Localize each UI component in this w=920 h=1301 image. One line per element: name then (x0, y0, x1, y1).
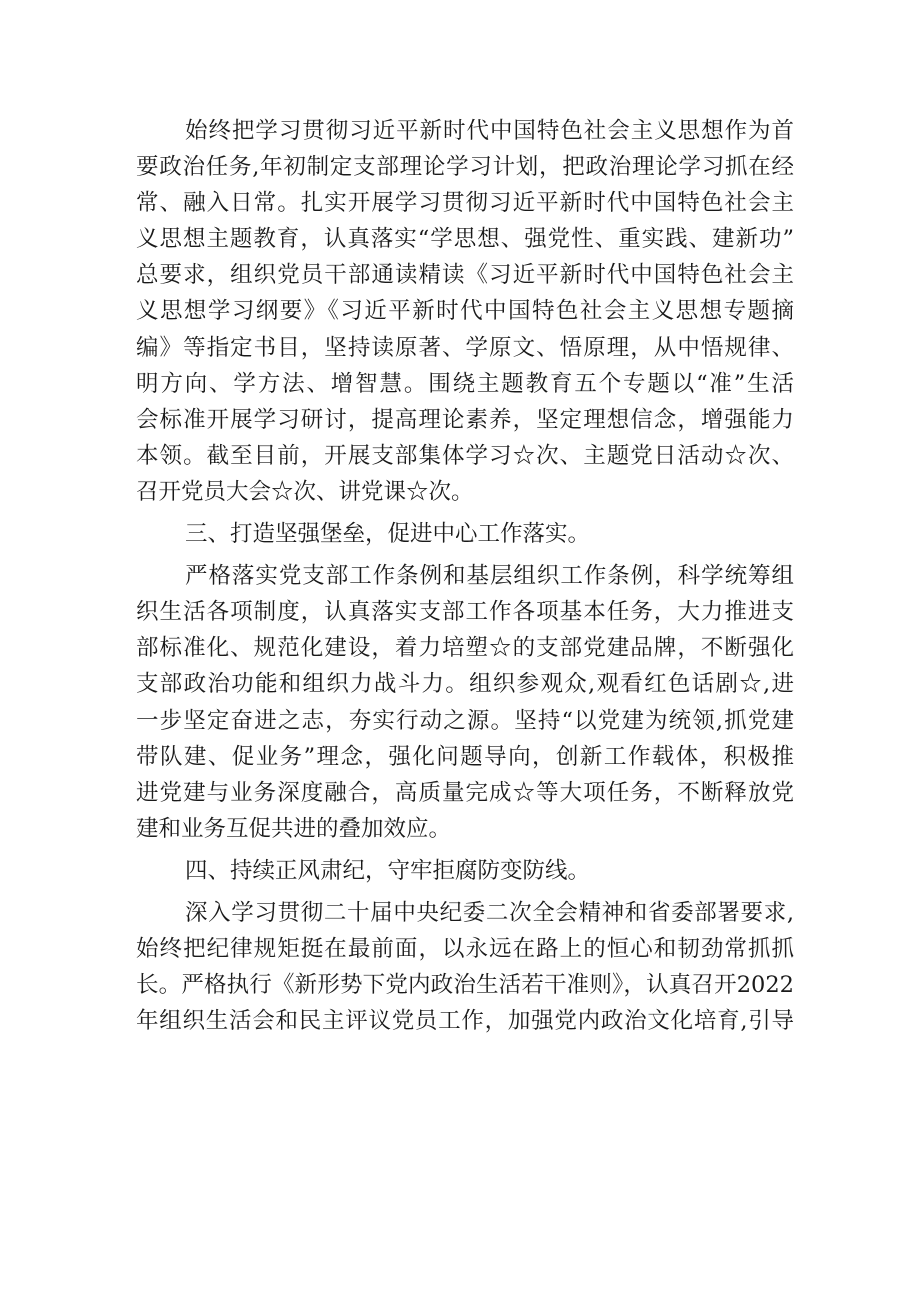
text-line: 织生活各项制度，认真落实支部工作各项基本任务，大力推进支 (136, 599, 794, 626)
paragraph-discipline (136, 895, 794, 1039)
section-heading-4 (136, 853, 794, 889)
text-line: 编》等指定书目，坚持读原著、学原文、悟原理，从中悟规律、 (136, 334, 794, 361)
text-line: 义思想学习纲要》《习近平新时代中国特色社会主义思想专题摘 (136, 298, 794, 325)
text-line: 始终把纪律规矩挺在最前面，以永远在路上的恒心和韧劲常抓抓 (136, 936, 794, 963)
section-heading-3 (136, 516, 794, 552)
heading-text: 四、持续正风肃纪，守牢拒腐防变防线。 (185, 857, 591, 884)
text-line: 一步坚定奋进之志，夯实行动之源。坚持“以党建为统领,抓党建 (136, 707, 794, 734)
text-line: 严格落实党支部工作条例和基层组织工作条例，科学统筹组 (185, 563, 794, 590)
text-line: 建和业务互促共进的叠加效应。 (136, 815, 452, 842)
text-line: 会标准开展学习研讨，提高理论素养，坚定理想信念，增强能力 (136, 406, 794, 433)
heading-text: 三、打造坚强堡垒，促进中心工作落实。 (185, 521, 591, 548)
text-line: 明方向、学方法、增智慧。围绕主题教育五个专题以“准”生活 (136, 370, 794, 397)
text-line: 始终把学习贯彻习近平新时代中国特色社会主义思想作为首 (185, 118, 794, 144)
text-line: 总要求，组织党员干部通读精读《习近平新时代中国特色社会主 (136, 262, 794, 289)
paragraph-study (136, 113, 794, 510)
text-line: 召开党员大会☆次、讲党课☆次。 (136, 478, 474, 505)
text-line: 长。严格执行《新形势下党内政治生活若干准则》，认真召开2022 (136, 972, 794, 999)
text-line: 带队建、促业务”理念，强化问题导向，创新工作载体，积极推 (136, 743, 794, 770)
text-line: 深入学习贯彻二十届中央纪委二次全会精神和省委部署要求, (185, 899, 794, 926)
text-line: 本领。截至目前，开展支部集体学习☆次、主题党日活动☆次、 (136, 442, 794, 469)
document-body (136, 113, 794, 1039)
text-line: 年组织生活会和民主评议党员工作，加强党内政治文化培育,引导 (136, 1008, 794, 1035)
text-line: 进党建与业务深度融合，高质量完成☆等大项任务，不断释放党 (136, 779, 794, 806)
text-line: 义思想主题教育，认真落实“学思想、强党性、重实践、建新功” (136, 226, 794, 253)
text-line: 部标准化、规范化建设，着力培塑☆的支部党建品牌，不断强化 (136, 635, 794, 662)
text-line: 支部政治功能和组织力战斗力。组织参观众,观看红色话剧☆,进 (136, 671, 794, 698)
paragraph-organization (136, 558, 794, 847)
text-line: 要政治任务,年初制定支部理论学习计划，把政治理论学习抓在经 (136, 154, 794, 181)
text-line: 常、融入日常。扎实开展学习贯彻习近平新时代中国特色社会主 (136, 190, 794, 217)
